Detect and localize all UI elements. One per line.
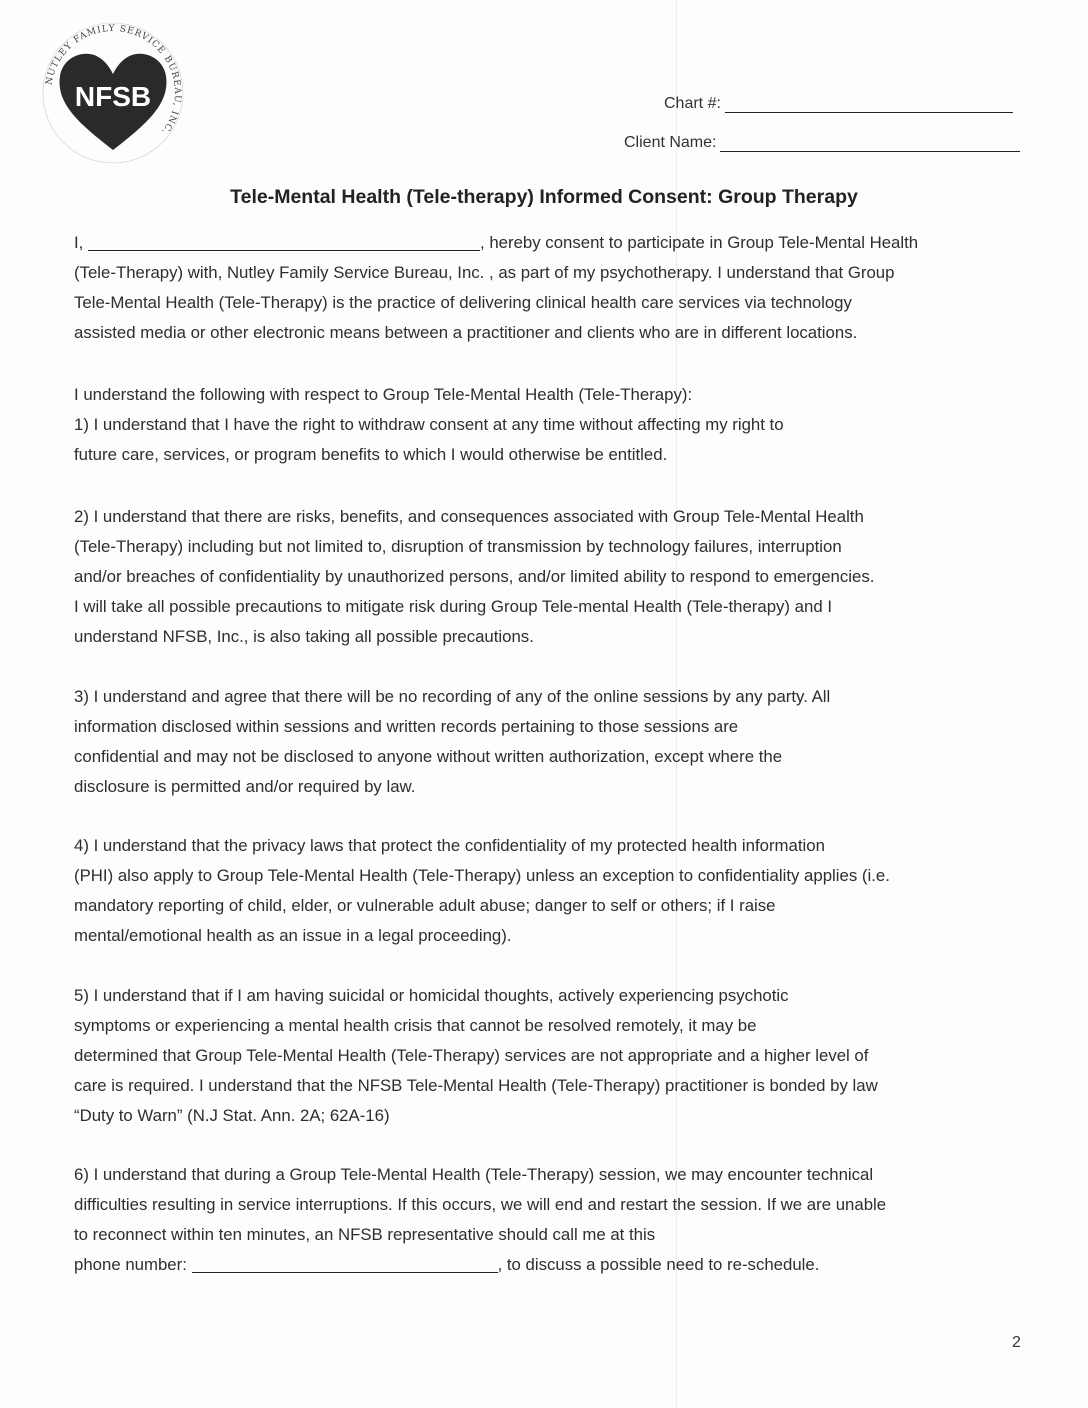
consent-item-4: [74, 831, 1044, 951]
nfsb-logo-graphic: [38, 18, 188, 168]
item-5-line-2: symptoms or experiencing a mental health crisis that cannot be resolved remotely, it may be: [74, 1016, 757, 1035]
client-name-label: Client Name:: [624, 134, 717, 151]
understand-header: I understand the following with respect to Group Tele-Mental Health (Tele-Therapy):: [74, 385, 693, 404]
item-4-line-3: mandatory reporting of child, elder, or vulnerable adult abuse; danger to self or others; if I raise: [74, 896, 776, 915]
intro-line-2: (Tele-Therapy) with, Nutley Family Service Bureau, Inc. , as part of my psychotherapy. I understand that Group: [74, 263, 895, 282]
intro-line-1: [74, 228, 1044, 258]
item-6-line-2: difficulties resulting in service interruptions. If this occurs, we will end and restart the session. If we are unable: [74, 1195, 887, 1214]
document-title: Tele-Mental Health (Tele-therapy) Informed Consent: Group Therapy: [230, 186, 858, 208]
item-2-line-2: (Tele-Therapy) including but not limited to, disruption of transmission by technology failures, interruption: [74, 537, 842, 556]
item-4-line-1: 4) I understand that the privacy laws that protect the confidentiality of my protected health information: [74, 836, 825, 855]
item-6-phone-line: [74, 1250, 1044, 1280]
phone-line-suffix: , to discuss a possible need to re-schedule.: [497, 1255, 820, 1274]
nfsb-logo: [38, 18, 188, 168]
item-1-line-1: 1) I understand that I have the right to withdraw consent at any time without affecting my right to: [74, 415, 784, 434]
intro-prefix: I,: [74, 233, 84, 252]
item-5-line-5: “Duty to Warn” (N.J Stat. Ann. 2A; 62A-16): [74, 1106, 390, 1125]
item-5-line-3: determined that Group Tele-Mental Health (Tele-Therapy) services are not appropriate and a higher level of: [74, 1046, 869, 1065]
item-3-line-4: disclosure is permitted and/or required by law.: [74, 777, 416, 796]
item-2-line-5: understand NFSB, Inc., is also taking all possible precautions.: [74, 627, 534, 646]
chart-number-label: Chart #:: [664, 95, 721, 112]
item-5-line-4: care is required. I understand that the NFSB Tele-Mental Health (Tele-Therapy) practitioner is bonded by law: [74, 1076, 878, 1095]
item-1-line-2: future care, services, or program benefits to which I would otherwise be entitled.: [74, 445, 668, 464]
consent-item-3: [74, 682, 1044, 802]
item-3-line-3: confidential and may not be disclosed to anyone without written authorization, except where the: [74, 747, 783, 766]
client-name-field[interactable]: [624, 133, 1020, 152]
item-2-line-3: and/or breaches of confidentiality by unauthorized persons, and/or limited ability to respond to emergencies.: [74, 567, 875, 586]
item-2-line-1: 2) I understand that there are risks, benefits, and consequences associated with Group Tele-Mental Health: [74, 507, 864, 526]
consent-item-5: [74, 981, 1044, 1131]
logo-ring-text: NUTLEY FAMILY SERVICE BUREAU, INC.: [44, 23, 183, 137]
item-3-line-1: 3) I understand and agree that there will be no recording of any of the online sessions by any party. All: [74, 687, 831, 706]
item-5-line-1: 5) I understand that if I am having suicidal or homicidal thoughts, actively experiencing psychotic: [74, 986, 789, 1005]
item-4-line-4: mental/emotional health as an issue in a legal proceeding).: [74, 926, 512, 945]
intro-paragraph: [74, 228, 1044, 348]
chart-number-field[interactable]: [664, 94, 1013, 113]
item-4-line-2: (PHI) also apply to Group Tele-Mental Health (Tele-Therapy) unless an exception to confidentiality applies (i.e.: [74, 866, 890, 885]
intro-line-4: assisted media or other electronic means between a practitioner and clients who are in different locations.: [74, 323, 858, 342]
understand-section: [74, 380, 1044, 470]
page-number: 2: [1012, 1334, 1021, 1351]
consent-item-2: [74, 502, 1044, 652]
phone-number-label: phone number:: [74, 1255, 187, 1274]
logo-initials: NFSB: [74, 81, 152, 112]
item-6-line-3: to reconnect within ten minutes, an NFSB representative should call me at this: [74, 1225, 656, 1244]
item-2-line-4: I will take all possible precautions to mitigate risk during Group Tele-mental Health (Tele-therapy) and I: [74, 597, 833, 616]
phone-number-blank[interactable]: [192, 1254, 498, 1273]
intro-line-3: Tele-Mental Health (Tele-Therapy) is the practice of delivering clinical health care services via technology: [74, 293, 852, 312]
client-name-input-line[interactable]: [720, 133, 1020, 152]
intro-line-1-suffix: , hereby consent to participate in Group Tele-Mental Health: [480, 233, 919, 252]
participant-name-blank[interactable]: [88, 232, 480, 251]
consent-item-6: [74, 1160, 1044, 1280]
chart-number-input-line[interactable]: [725, 94, 1013, 113]
item-6-line-1: 6) I understand that during a Group Tele-Mental Health (Tele-Therapy) session, we may encounter technical: [74, 1165, 874, 1184]
item-3-line-2: information disclosed within sessions and written records pertaining to those sessions are: [74, 717, 739, 736]
